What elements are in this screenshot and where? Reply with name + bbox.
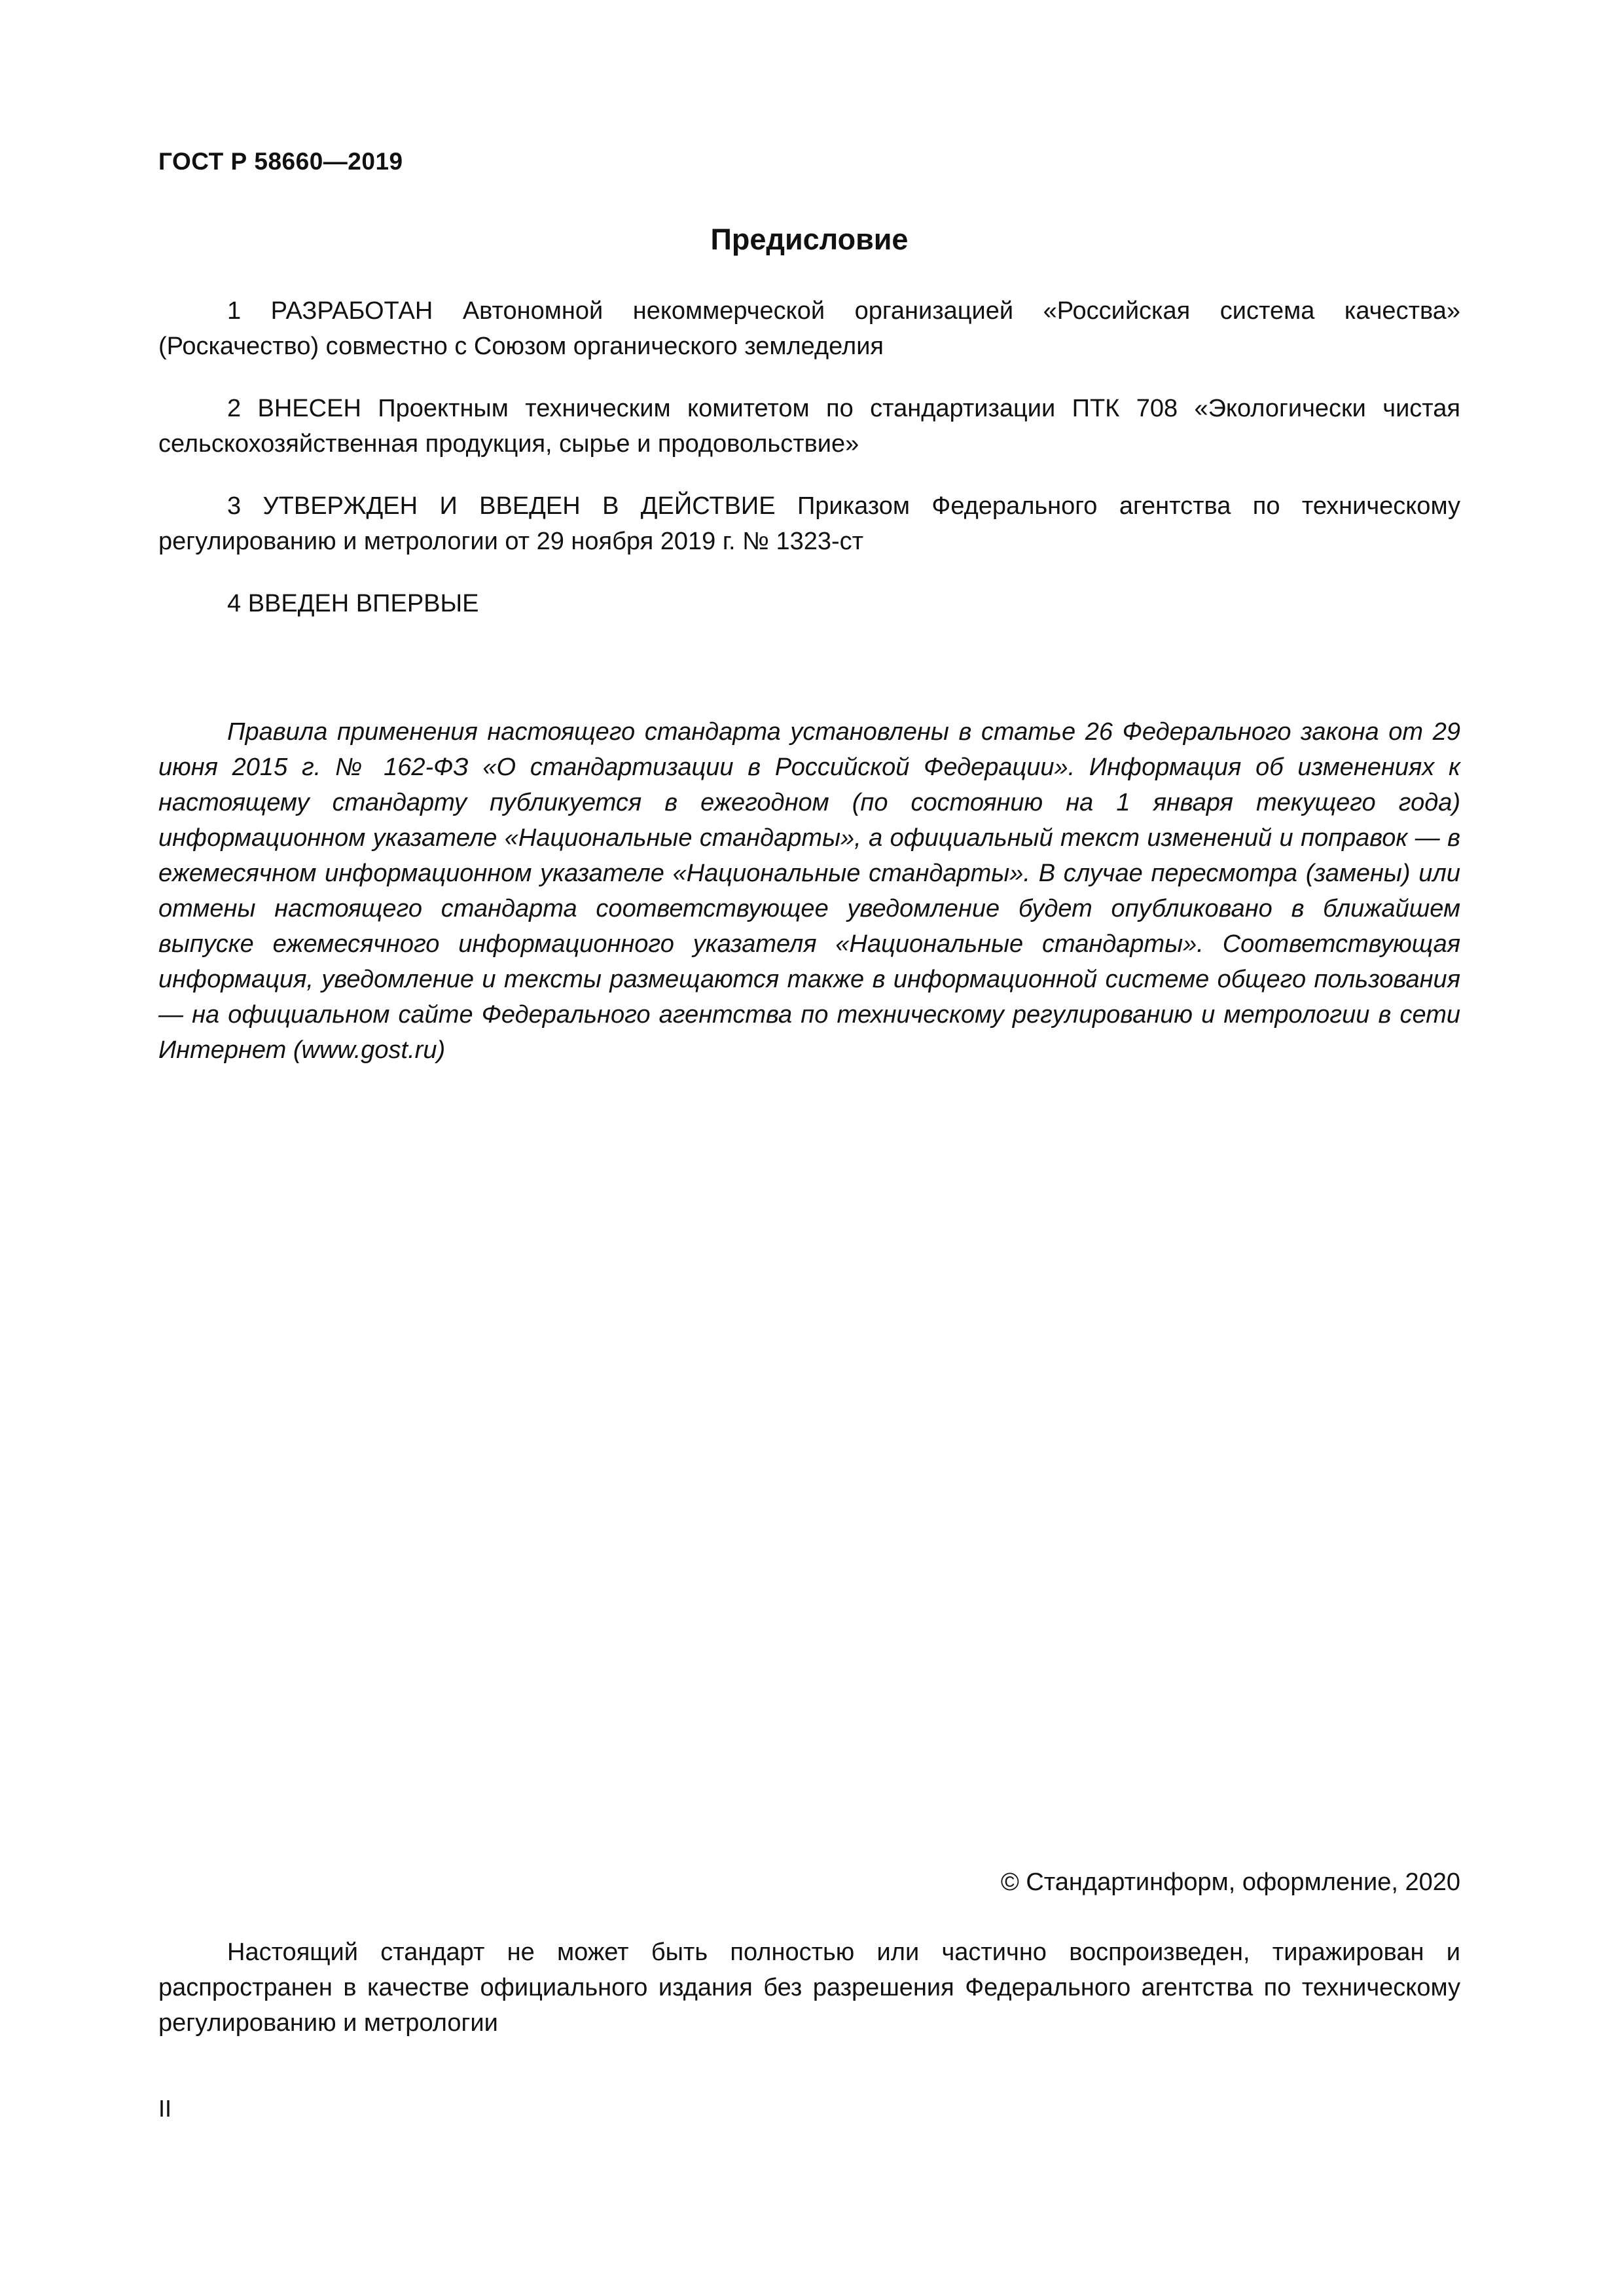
foreword-item-1: 1 РАЗРАБОТАН Автономной некоммерческой организацией «Российская система качества» (Роскачество) совместно с Союзом органического земледелия <box>158 297 1460 360</box>
page-number: II <box>158 2095 172 2122</box>
copyright-line: © Стандартинформ, оформление, 2020 <box>1000 1868 1460 1896</box>
reproduction-notice: Настоящий стандарт не может быть полностью или частично воспроизведен, тиражирован и распространен в качестве официального издания без разрешения Федерального агентства по техническому регулированию и метрологии <box>158 1939 1460 2037</box>
document-code: ГОСТ Р 58660—2019 <box>158 148 403 175</box>
foreword-item-3: 3 УТВЕРЖДЕН И ВВЕДЕН В ДЕЙСТВИЕ Приказом Федерального агентства по техническому регулированию и метрологии от 29 ноября 2019 г. № 1323-ст <box>158 492 1460 555</box>
foreword-item-2: 2 ВНЕСЕН Проектным техническим комитетом по стандартизации ПТК 708 «Экологически чистая сельскохозяйственная продукция, сырье и продовольствие» <box>158 395 1460 458</box>
standard-notice: Правила применения настоящего стандарта установлены в статье 26 Федерального закона от 29 июня 2015 г. № 162-ФЗ «О стандартизации в Российской Федерации». Информация об изменениях к настоящему стандарту публикуется в ежегодном (по состоянию на 1 января текущего года) информационном указателе «Национальные стандарты», а официальный текст изменений и поправок — в ежемесячном информационном указателе «Национальные стандарты». В случае пересмотра (замены) или отмены настоящего стандарта соответствующее уведомление будет опубликовано в ближайшем выпуске ежемесячного информационного указателя «Национальные стандарты». Соответствующая информация, уведомление и тексты размещаются также в информационной системе общего пользования — на официальном сайте Федерального агентства по техническому регулированию и метрологии в сети Интернет (www.gost.ru) <box>158 718 1460 1064</box>
foreword-item-4: 4 ВВЕДЕН ВПЕРВЫЕ <box>227 590 479 617</box>
page-title: Предисловие <box>710 223 909 256</box>
